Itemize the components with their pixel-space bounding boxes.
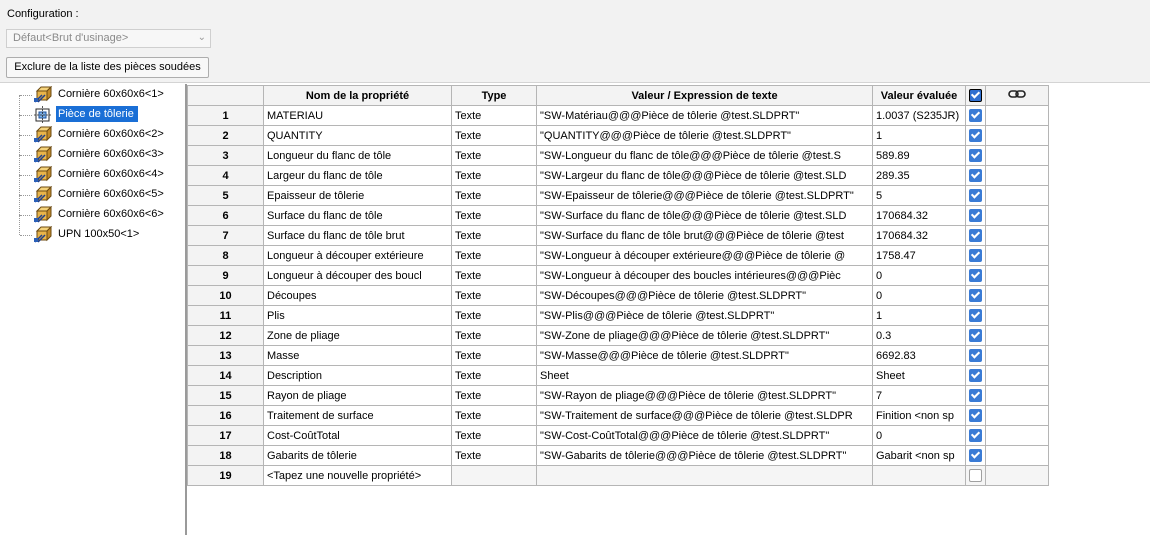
type-cell[interactable]: Texte: [452, 266, 537, 286]
table-row[interactable]: [188, 246, 1049, 266]
evaluated-value-cell: 7: [873, 386, 966, 406]
evaluated-value-cell: 0: [873, 266, 966, 286]
property-name-cell[interactable]: Description: [264, 366, 452, 386]
link-cell[interactable]: [986, 446, 1049, 466]
value-expression-cell[interactable]: "SW-Cost-CoûtTotal@@@Pièce de tôlerie @test.SLDPRT": [537, 426, 873, 446]
include-checkbox[interactable]: [969, 289, 982, 302]
type-header[interactable]: Type: [452, 86, 537, 106]
include-checkbox-cell[interactable]: [966, 446, 986, 466]
weldment-icon: [33, 186, 53, 204]
tree-item-label: UPN 100x50<1>: [58, 228, 140, 240]
link-cell[interactable]: [986, 426, 1049, 446]
type-cell[interactable]: Texte: [452, 286, 537, 306]
row-number[interactable]: 4: [188, 166, 264, 186]
tree-item[interactable]: [6, 145, 186, 165]
row-number[interactable]: 11: [188, 306, 264, 326]
include-checkbox[interactable]: [969, 169, 982, 182]
table-row[interactable]: [188, 186, 1049, 206]
evaluated-value-cell: 1758.47: [873, 246, 966, 266]
row-number[interactable]: 9: [188, 266, 264, 286]
evaluated-value-cell: 1: [873, 306, 966, 326]
row-number[interactable]: 10: [188, 286, 264, 306]
evaluated-value-cell: Finition <non sp: [873, 406, 966, 426]
tree-connector: [20, 135, 32, 136]
include-checkbox-cell[interactable]: [966, 266, 986, 286]
link-cell[interactable]: [986, 406, 1049, 426]
include-checkbox[interactable]: [969, 149, 982, 162]
configuration-label: Configuration :: [7, 8, 79, 20]
row-number[interactable]: 6: [188, 206, 264, 226]
link-cell[interactable]: [986, 106, 1049, 126]
weldment-icon: [33, 126, 53, 144]
tree-item-label: Cornière 60x60x6<4>: [58, 168, 164, 180]
link-cell[interactable]: [986, 326, 1049, 346]
property-name-cell[interactable]: Cost-CoûtTotal: [264, 426, 452, 446]
link-cell[interactable]: [986, 466, 1049, 486]
include-checkbox[interactable]: [969, 229, 982, 242]
include-checkbox-cell[interactable]: [966, 406, 986, 426]
link-cell[interactable]: [986, 146, 1049, 166]
tree-item[interactable]: [6, 105, 186, 125]
table-row[interactable]: [188, 126, 1049, 146]
include-checkbox[interactable]: [969, 109, 982, 122]
type-cell[interactable]: Texte: [452, 246, 537, 266]
include-checkbox-cell[interactable]: [966, 126, 986, 146]
tree-connector: [19, 195, 20, 215]
include-checkbox-cell[interactable]: [966, 426, 986, 446]
tree-connector: [19, 95, 20, 115]
row-number[interactable]: 18: [188, 446, 264, 466]
row-number[interactable]: 7: [188, 226, 264, 246]
tree-connector: [20, 115, 32, 116]
link-cell[interactable]: [986, 386, 1049, 406]
properties-table: [187, 85, 1049, 486]
include-checkbox-cell[interactable]: [966, 186, 986, 206]
evaluated-value-cell: 5: [873, 186, 966, 206]
row-number[interactable]: 13: [188, 346, 264, 366]
value-expression-cell[interactable]: "SW-Plis@@@Pièce de tôlerie @test.SLDPRT": [537, 306, 873, 326]
tree-item-label: Cornière 60x60x6<3>: [58, 148, 164, 160]
include-checkbox-cell[interactable]: [966, 306, 986, 326]
value-expression-cell[interactable]: "SW-Traitement de surface@@@Pièce de tôlerie @test.SLDPR: [537, 406, 873, 426]
property-name-cell[interactable]: Largeur du flanc de tôle: [264, 166, 452, 186]
type-cell[interactable]: Texte: [452, 366, 537, 386]
evaluated-value-cell: 1: [873, 126, 966, 146]
tree-item[interactable]: [6, 85, 186, 105]
type-cell[interactable]: Texte: [452, 106, 537, 126]
configuration-select-value: Défaut<Brut d'usinage>: [13, 32, 129, 44]
sheet-metal-icon: [33, 106, 53, 124]
tree-item[interactable]: [6, 125, 186, 145]
select-all-checkbox[interactable]: [969, 89, 982, 102]
tree-connector: [20, 215, 32, 216]
table-row[interactable]: [188, 146, 1049, 166]
include-checkbox[interactable]: [969, 269, 982, 282]
include-checkbox-cell[interactable]: [966, 246, 986, 266]
property-name-header[interactable]: Nom de la propriété: [264, 86, 452, 106]
chevron-down-icon: ⌄: [197, 32, 206, 43]
table-row[interactable]: [188, 386, 1049, 406]
link-cell[interactable]: [986, 366, 1049, 386]
tree-item[interactable]: [6, 185, 186, 205]
evaluated-value-header[interactable]: Valeur évaluée: [873, 86, 966, 106]
property-name-cell[interactable]: Surface du flanc de tôle brut: [264, 226, 452, 246]
table-row[interactable]: [188, 326, 1049, 346]
include-checkbox-cell[interactable]: [966, 326, 986, 346]
property-name-cell[interactable]: MATERIAU: [264, 106, 452, 126]
weldment-icon: [33, 146, 53, 164]
property-name-cell[interactable]: Zone de pliage: [264, 326, 452, 346]
row-number[interactable]: 3: [188, 146, 264, 166]
value-expression-cell[interactable]: Sheet: [537, 366, 873, 386]
type-cell[interactable]: Texte: [452, 326, 537, 346]
include-checkbox[interactable]: [969, 469, 982, 482]
value-expression-cell[interactable]: "SW-Epaisseur de tôlerie@@@Pièce de tôlerie @test.SLDPRT": [537, 186, 873, 206]
evaluated-value-cell: 589.89: [873, 146, 966, 166]
table-row[interactable]: [188, 266, 1049, 286]
row-number[interactable]: 1: [188, 106, 264, 126]
value-expression-cell[interactable]: "SW-Gabarits de tôlerie@@@Pièce de tôlerie @test.SLDPRT": [537, 446, 873, 466]
tree-connector: [19, 115, 20, 135]
include-checkbox-cell[interactable]: [966, 166, 986, 186]
include-checkbox-cell[interactable]: [966, 106, 986, 126]
table-row[interactable]: [188, 306, 1049, 326]
value-expression-cell[interactable]: "SW-Longueur à découper des boucles intérieures@@@Pièc: [537, 266, 873, 286]
value-expression-cell[interactable]: "SW-Longueur du flanc de tôle@@@Pièce de tôlerie @test.S: [537, 146, 873, 166]
tree-item-label: Cornière 60x60x6<1>: [58, 88, 164, 100]
property-name-cell[interactable]: <Tapez une nouvelle propriété>: [264, 466, 452, 486]
value-expression-cell[interactable]: "QUANTITY@@@Pièce de tôlerie @test.SLDPRT": [537, 126, 873, 146]
tree-item[interactable]: [6, 205, 186, 225]
evaluated-value-cell: Sheet: [873, 366, 966, 386]
value-expression-cell[interactable]: "SW-Zone de pliage@@@Pièce de tôlerie @test.SLDPRT": [537, 326, 873, 346]
link-icon[interactable]: [1008, 88, 1026, 100]
include-checkbox-cell[interactable]: [966, 346, 986, 366]
row-number-header: [188, 86, 264, 106]
tree-connector: [20, 175, 32, 176]
type-cell[interactable]: Texte: [452, 306, 537, 326]
table-row[interactable]: [188, 286, 1049, 306]
include-checkbox[interactable]: [969, 249, 982, 262]
type-cell[interactable]: Texte: [452, 206, 537, 226]
table-row[interactable]: [188, 406, 1049, 426]
tree-connector: [20, 95, 32, 96]
tree-item-label: Cornière 60x60x6<5>: [58, 188, 164, 200]
table-row[interactable]: [188, 106, 1049, 126]
type-cell[interactable]: [452, 466, 537, 486]
type-cell[interactable]: Texte: [452, 166, 537, 186]
include-checkbox-cell[interactable]: [966, 466, 986, 486]
value-expression-cell[interactable]: "SW-Matériau@@@Pièce de tôlerie @test.SLDPRT": [537, 106, 873, 126]
include-checkbox-cell[interactable]: [966, 146, 986, 166]
row-number[interactable]: 17: [188, 426, 264, 446]
type-cell[interactable]: Texte: [452, 426, 537, 446]
include-checkbox[interactable]: [969, 309, 982, 322]
value-expression-cell[interactable]: "SW-Surface du flanc de tôle@@@Pièce de tôlerie @test.SLD: [537, 206, 873, 226]
table-row[interactable]: [188, 206, 1049, 226]
table-row[interactable]: [188, 446, 1049, 466]
row-number[interactable]: 5: [188, 186, 264, 206]
link-header[interactable]: [986, 86, 1049, 106]
configuration-panel: [0, 0, 1150, 83]
select-all-checkbox-header[interactable]: [966, 86, 986, 106]
tree-item[interactable]: [6, 225, 186, 245]
property-name-cell[interactable]: Plis: [264, 306, 452, 326]
include-checkbox[interactable]: [969, 349, 982, 362]
include-checkbox[interactable]: [969, 429, 982, 442]
type-cell[interactable]: Texte: [452, 446, 537, 466]
link-cell[interactable]: [986, 346, 1049, 366]
configuration-select[interactable]: [6, 29, 211, 48]
row-number[interactable]: 16: [188, 406, 264, 426]
tree-item-label: Cornière 60x60x6<2>: [58, 128, 164, 140]
link-cell[interactable]: [986, 266, 1049, 286]
evaluated-value-cell: 170684.32: [873, 226, 966, 246]
weldment-icon: [33, 226, 53, 244]
value-expression-cell[interactable]: "SW-Masse@@@Pièce de tôlerie @test.SLDPRT": [537, 346, 873, 366]
link-cell[interactable]: [986, 246, 1049, 266]
weldment-icon: [33, 206, 53, 224]
property-name-cell[interactable]: Gabarits de tôlerie: [264, 446, 452, 466]
tree-connector: [20, 195, 32, 196]
include-checkbox[interactable]: [969, 189, 982, 202]
table-row[interactable]: [188, 346, 1049, 366]
tree-item[interactable]: [6, 165, 186, 185]
include-checkbox[interactable]: [969, 129, 982, 142]
include-checkbox[interactable]: [969, 409, 982, 422]
type-cell[interactable]: Texte: [452, 406, 537, 426]
row-number[interactable]: 12: [188, 326, 264, 346]
tree-connector: [20, 235, 32, 236]
evaluated-value-cell: 1.0037 (S235JR): [873, 106, 966, 126]
tree-item-label: Pièce de tôlerie: [56, 106, 138, 122]
include-checkbox-cell[interactable]: [966, 226, 986, 246]
row-number[interactable]: 2: [188, 126, 264, 146]
include-checkbox[interactable]: [969, 369, 982, 382]
property-name-cell[interactable]: Longueur du flanc de tôle: [264, 146, 452, 166]
include-checkbox-cell[interactable]: [966, 286, 986, 306]
evaluated-value-cell: 0.3: [873, 326, 966, 346]
evaluated-value-cell: 6692.83: [873, 346, 966, 366]
value-expression-header[interactable]: Valeur / Expression de texte: [537, 86, 873, 106]
row-number[interactable]: 15: [188, 386, 264, 406]
evaluated-value-cell: 289.35: [873, 166, 966, 186]
cut-list-tree: [6, 84, 187, 535]
link-cell[interactable]: [986, 126, 1049, 146]
weldment-icon: [33, 166, 53, 184]
link-cell[interactable]: [986, 186, 1049, 206]
value-expression-cell[interactable]: "SW-Longueur à découper extérieure@@@Pièce de tôlerie @: [537, 246, 873, 266]
include-checkbox[interactable]: [969, 389, 982, 402]
tree-connector: [19, 215, 20, 235]
include-checkbox-cell[interactable]: [966, 206, 986, 226]
table-row[interactable]: [188, 466, 1049, 486]
property-name-cell[interactable]: Surface du flanc de tôle: [264, 206, 452, 226]
link-cell[interactable]: [986, 166, 1049, 186]
tree-connector: [19, 175, 20, 195]
property-name-cell[interactable]: QUANTITY: [264, 126, 452, 146]
evaluated-value-cell: 0: [873, 286, 966, 306]
value-expression-cell[interactable]: "SW-Rayon de pliage@@@Pièce de tôlerie @test.SLDPRT": [537, 386, 873, 406]
tree-item-label: Cornière 60x60x6<6>: [58, 208, 164, 220]
link-cell[interactable]: [986, 286, 1049, 306]
evaluated-value-cell: 0: [873, 426, 966, 446]
exclude-from-cut-list-button[interactable]: Exclure de la liste des pièces soudées: [6, 57, 209, 78]
value-expression-cell[interactable]: "SW-Surface du flanc de tôle brut@@@Pièce de tôlerie @test: [537, 226, 873, 246]
type-cell[interactable]: Texte: [452, 386, 537, 406]
value-expression-cell[interactable]: [537, 466, 873, 486]
property-name-cell[interactable]: Traitement de surface: [264, 406, 452, 426]
value-expression-cell[interactable]: "SW-Découpes@@@Pièce de tôlerie @test.SLDPRT": [537, 286, 873, 306]
table-row[interactable]: [188, 226, 1049, 246]
evaluated-value-cell: Gabarit <non sp: [873, 446, 966, 466]
table-row[interactable]: [188, 166, 1049, 186]
include-checkbox[interactable]: [969, 449, 982, 462]
tree-connector: [20, 155, 32, 156]
tree-connector: [19, 135, 20, 155]
property-name-cell[interactable]: Masse: [264, 346, 452, 366]
property-name-cell[interactable]: Rayon de pliage: [264, 386, 452, 406]
evaluated-value-cell: [873, 466, 966, 486]
type-cell[interactable]: Texte: [452, 126, 537, 146]
value-expression-cell[interactable]: "SW-Largeur du flanc de tôle@@@Pièce de tôlerie @test.SLD: [537, 166, 873, 186]
link-cell[interactable]: [986, 226, 1049, 246]
include-checkbox[interactable]: [969, 209, 982, 222]
table-row[interactable]: [188, 366, 1049, 386]
property-name-cell[interactable]: Longueur à découper extérieure: [264, 246, 452, 266]
include-checkbox-cell[interactable]: [966, 386, 986, 406]
property-name-cell[interactable]: Découpes: [264, 286, 452, 306]
tree-connector: [19, 155, 20, 175]
weldment-icon: [33, 86, 53, 104]
type-cell[interactable]: Texte: [452, 186, 537, 206]
evaluated-value-cell: 170684.32: [873, 206, 966, 226]
table-header-row: [188, 86, 1049, 106]
type-cell[interactable]: Texte: [452, 146, 537, 166]
type-cell[interactable]: Texte: [452, 226, 537, 246]
link-cell[interactable]: [986, 306, 1049, 326]
row-number[interactable]: 14: [188, 366, 264, 386]
table-row[interactable]: [188, 426, 1049, 446]
property-name-cell[interactable]: Longueur à découper des boucl: [264, 266, 452, 286]
row-number[interactable]: 19: [188, 466, 264, 486]
include-checkbox-cell[interactable]: [966, 366, 986, 386]
property-name-cell[interactable]: Epaisseur de tôlerie: [264, 186, 452, 206]
include-checkbox[interactable]: [969, 329, 982, 342]
row-number[interactable]: 8: [188, 246, 264, 266]
link-cell[interactable]: [986, 206, 1049, 226]
type-cell[interactable]: Texte: [452, 346, 537, 366]
